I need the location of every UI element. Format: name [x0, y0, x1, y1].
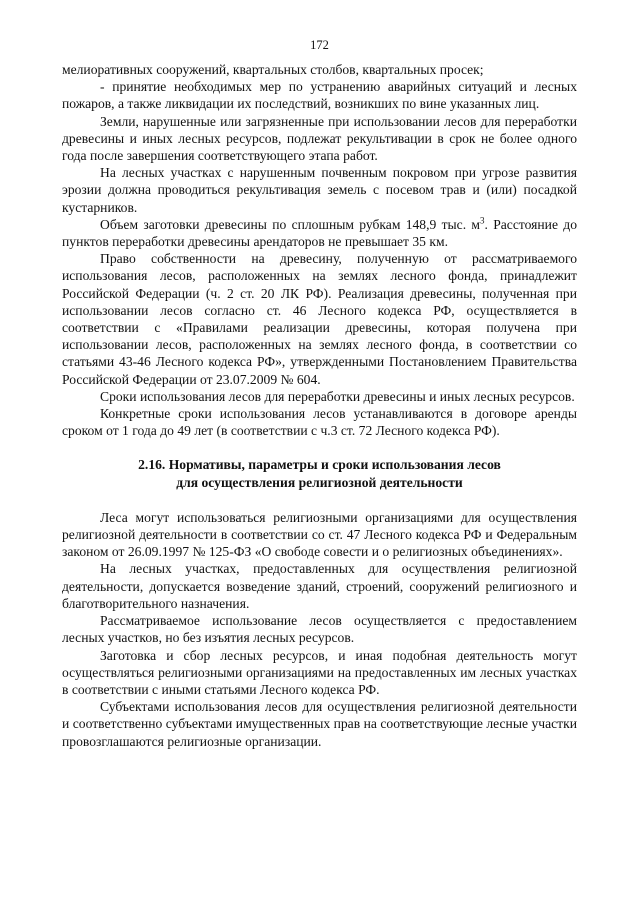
harvest-volume-text: Объем заготовки древесины по сплошным рубкам 148,9 тыс. м	[100, 216, 480, 232]
paragraph-ownership: Право собственности на древесину, полученную от рассматриваемого использования лесов, расположенных на землях лесного фонда, принадлежит Российской Федерации (ч. 2 ст. 20 ЛК РФ). Реализация древесины, полученная при использовании лесов согласно ст. 46 Лесного кодекса РФ, осуществляется в соответствии с «Правилами реализации древесины, которая получена при использовании лесов, расположенных на землях лесного фонда, в соответствии со статьями 43-46 Лесного кодекса РФ», утвержденными Постановлением Правительства Российской Федерации от 23.07.2009 № 604.	[62, 251, 577, 387]
paragraph-harvest-volume	[62, 216, 577, 250]
section-heading-line1: 2.16. Нормативы, параметры и сроки использования лесов	[138, 457, 501, 473]
section-heading	[62, 456, 577, 490]
paragraph-subjects: Субъектами использования лесов для осуществления религиозной деятельности и соответственно субъектами имущественных прав на соответствующие лесные участки провозглашаются религиозные организации.	[62, 699, 577, 749]
cubic-superscript: 3	[480, 215, 485, 226]
paragraph-reclamation: Земли, нарушенные или загрязненные при использовании лесов для переработки древесины и иных лесных ресурсов, подлежат рекультивации в срок не более одного года после завершения соответствующего этапа работ.	[62, 113, 577, 164]
paragraph-terms: Сроки использования лесов для переработки древесины и иных лесных ресурсов.	[100, 388, 575, 404]
paragraph-religious-use: Леса могут использоваться религиозными организациями для осуществления религиозной деятельности в соответствии со ст. 47 Лесного кодекса РФ и Федеральным законом от 26.09.1997 № 125-ФЗ «О свободе совести и о религиозных объединениях».	[62, 509, 577, 560]
paragraph-no-withdrawal: Рассматриваемое использование лесов осуществляется с предоставлением лесных участков, но без изъятия лесных ресурсов.	[62, 613, 577, 646]
harvest-distance-text: . Расстояние до пунктов переработки древесины арендаторов не превышает 35 км.	[62, 216, 577, 250]
paragraph-continuation: мелиоративных сооружений, квартальных столбов, квартальных просек;	[62, 62, 484, 77]
paragraph-buildings: На лесных участках, предоставленных для осуществления религиозной деятельности, допускается возведение зданий, строений, сооружений религиозного и благотворительного назначения.	[62, 561, 577, 611]
document-page	[62, 38, 577, 750]
paragraph-lease-terms: Конкретные сроки использования лесов устанавливаются в договоре аренды сроком от 1 года до 49 лет (в соответствии с ч.3 ст. 72 Лесного кодекса РФ).	[62, 406, 577, 439]
paragraph-harvesting: Заготовка и сбор лесных ресурсов, и иная подобная деятельность могут осуществляться религиозными организациями на предоставленных им лесных участках в соответствии с иными статьями Лесного кодекса РФ.	[62, 647, 577, 697]
page-number: 172	[310, 38, 329, 52]
paragraph-erosion: На лесных участках с нарушенным почвенным покровом при угрозе развития эрозии должна проводиться рекультивация земель с посевом трав и (или) посадкой кустарников.	[62, 165, 577, 215]
section-heading-line2: для осуществления религиозной деятельности	[176, 474, 463, 490]
paragraph-list-item: - принятие необходимых мер по устранению аварийных ситуаций и лесных пожаров, а также ликвидации их последствий, возникших по вине указанных лиц.	[62, 79, 577, 112]
